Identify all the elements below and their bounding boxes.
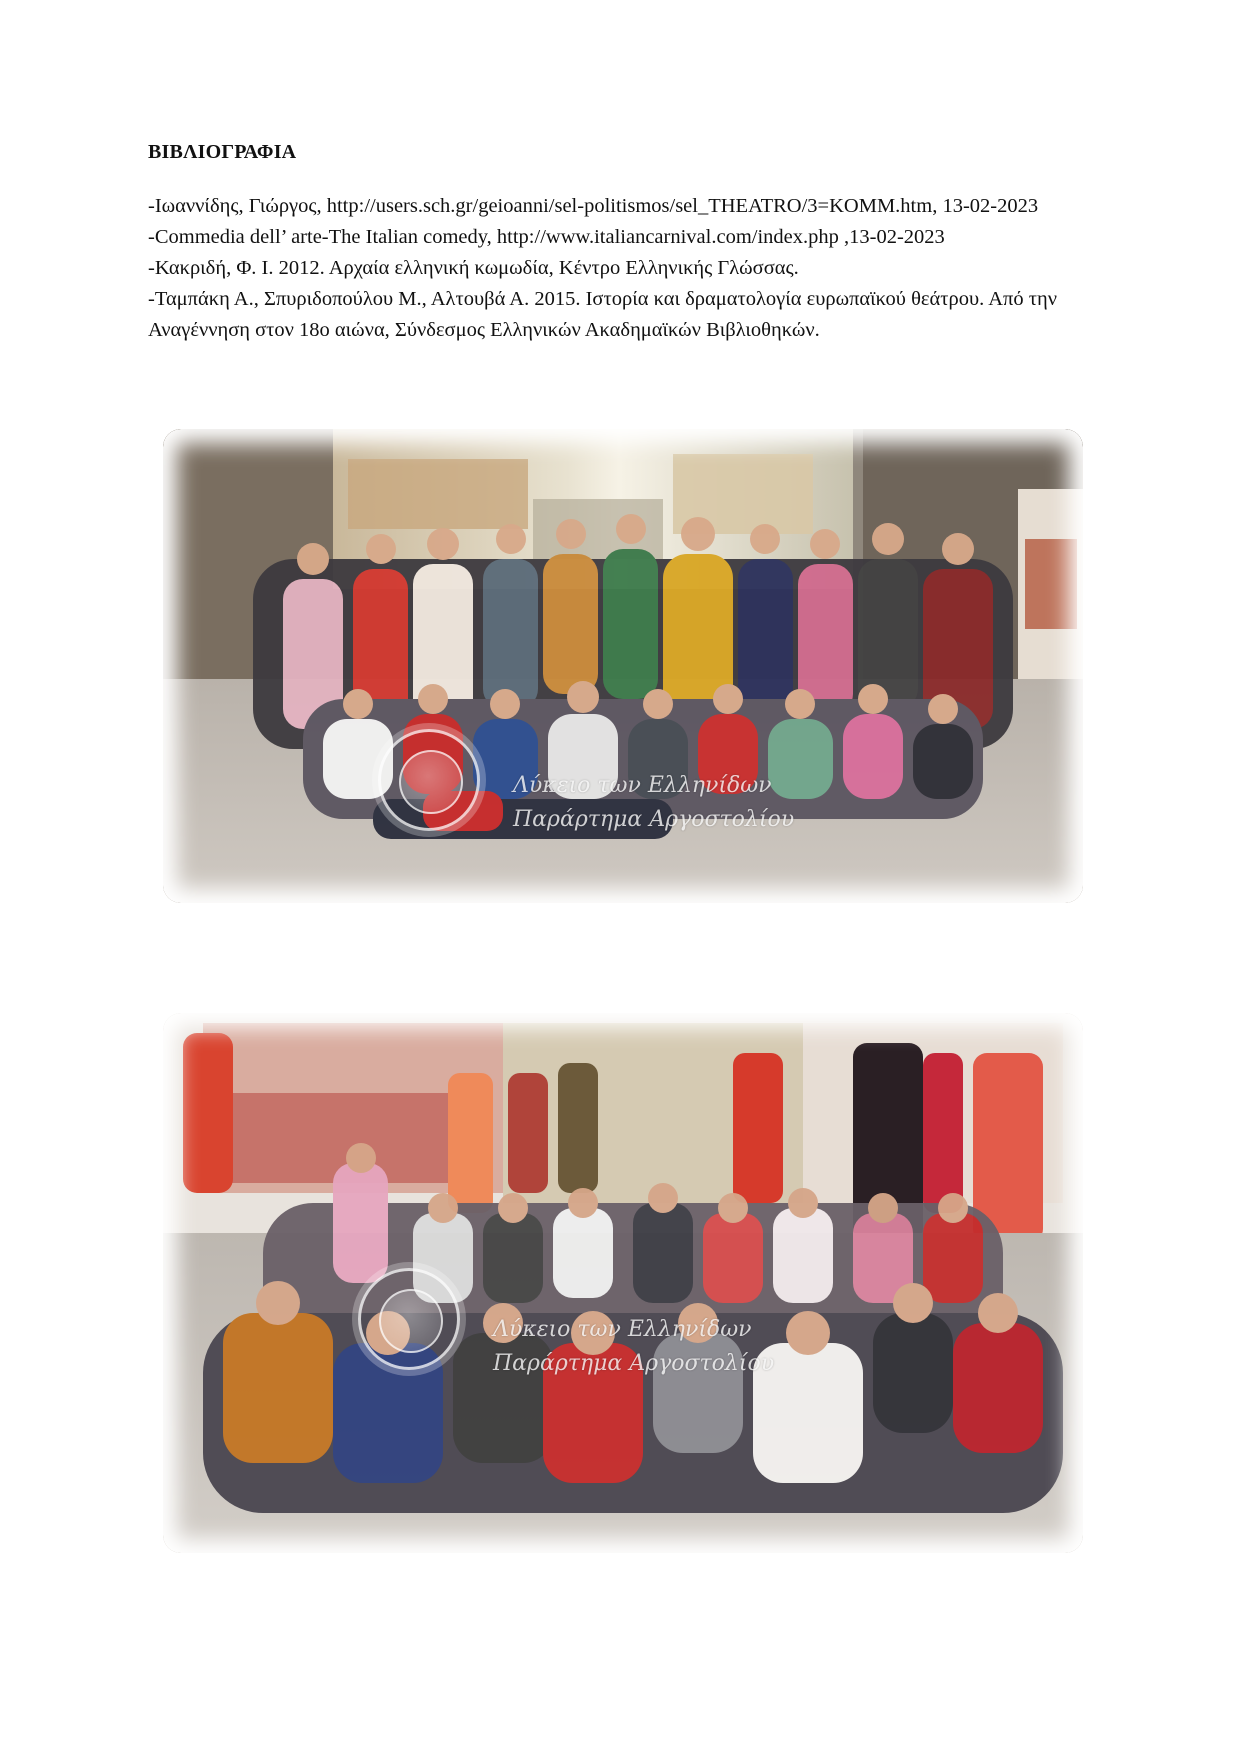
reference-item: -Commedia dell’ arte-The Italian comedy, http://www.italiancarnival.com/index.php ,13-02-2023	[148, 226, 945, 248]
reference-item: -Κακριδή, Φ. Ι. 2012. Αρχαία ελληνική κωμωδία, Κέντρο Ελληνικής Γλώσσας.	[148, 257, 799, 279]
group-photo-2-image	[163, 1013, 1083, 1553]
watermark-line-2: Παράρτημα Αργοστολίου	[513, 807, 795, 832]
watermark-line-2: Παράρτημα Αργοστολίου	[493, 1351, 775, 1376]
watermark-line-1: Λύκειο των Ελληνίδων	[493, 1317, 752, 1342]
group-photo-2	[163, 1013, 1083, 1553]
group-photo-1	[163, 429, 1083, 903]
reference-item: -Ταμπάκη Α., Σπυριδοπούλου Μ., Αλτουβά Α. 2015. Ιστορία και δραματολογία ευρωπαϊκού θεάτρου. Από την Αναγέννηση στον 18ο αιώνα, Σύνδεσμος Ελληνικών Ακαδημαϊκών Βιβλιοθηκών.	[148, 288, 1057, 341]
watermark-seal-icon	[378, 729, 480, 831]
group-photo-1-image	[163, 429, 1083, 903]
bibliography-heading: ΒΙΒΛΙΟΓΡΑΦΙΑ	[148, 141, 297, 163]
watermark-seal-icon	[358, 1268, 460, 1370]
bibliography-list	[148, 191, 1093, 346]
reference-item: -Ιωαννίδης, Γιώργος, http://users.sch.gr/geioanni/sel-politismos/sel_THEATRO/3=KOMM.htm, 13-02-2023	[148, 195, 1039, 217]
watermark-line-1: Λύκειο των Ελληνίδων	[513, 773, 772, 798]
